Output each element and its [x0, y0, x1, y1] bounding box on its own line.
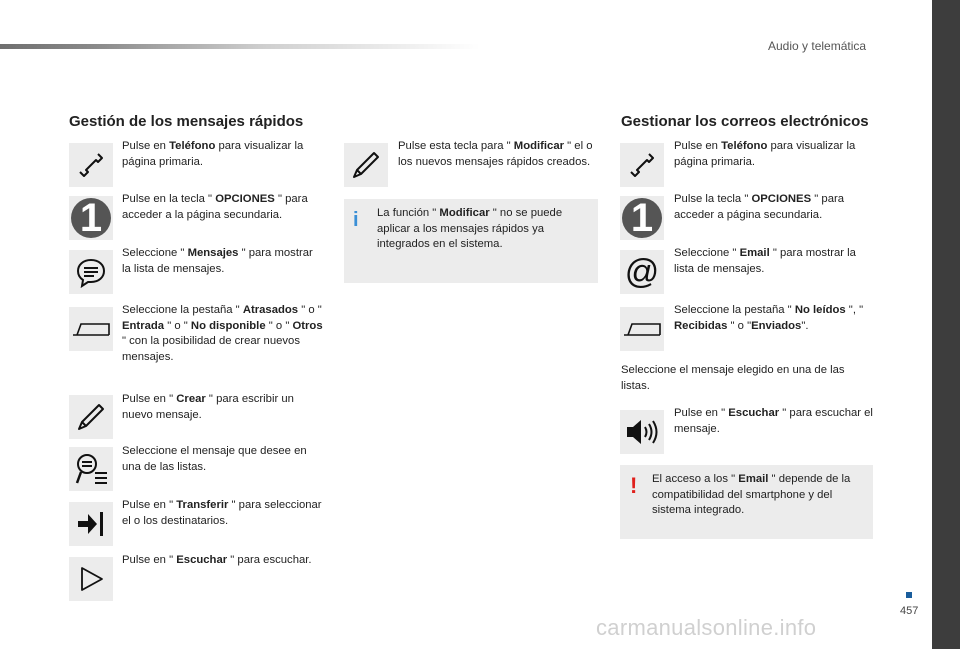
page-number: 457 — [900, 605, 919, 617]
warning-note-text: El acceso a los " Email " depende de la compatibilidad del smartphone y del sistema integrado. — [652, 473, 851, 516]
left-step-8-text: Pulse en " Escuchar " para escuchar. — [122, 554, 312, 566]
transfer-icon — [69, 502, 113, 546]
message-list-icon — [69, 250, 113, 294]
right-listen-text: Pulse en " Escuchar " para escuchar el mensaje. — [674, 407, 873, 435]
number-one-icon-box — [620, 196, 664, 240]
number-one-icon: 1 — [622, 198, 662, 238]
warning-note — [620, 465, 873, 539]
tab-icon — [69, 307, 113, 351]
page-edge-tab — [932, 0, 960, 649]
warning-icon: ! — [630, 473, 638, 498]
left-step-4-text: Seleccione la pestaña " Atrasados " o " Entrada " o " No disponible " o " Otros " con la posibilidad de crear nuevos mensajes. — [122, 304, 323, 363]
pencil-icon — [344, 143, 388, 187]
email-at-icon: @ — [620, 250, 664, 294]
info-icon: i — [353, 209, 359, 231]
middle-step-text: Pulse esta tecla para " Modificar " el o los nuevos mensajes rápidos creados. — [398, 140, 593, 168]
right-step-4-text: Seleccione la pestaña " No leídos ", " Recibidas " o "Enviados". — [674, 304, 864, 332]
phone-icon — [69, 143, 113, 187]
info-note — [344, 199, 598, 283]
info-note-text: La función " Modificar " no se puede aplicar a los mensajes rápidos ya integrados en el sistema. — [377, 207, 563, 250]
right-heading: Gestionar los correos electrónicos — [621, 113, 869, 130]
section-title: Audio y telemática — [768, 39, 867, 53]
tab-icon — [620, 307, 664, 351]
header-gradient-bar — [0, 44, 480, 49]
play-icon — [69, 557, 113, 601]
phone-icon — [620, 143, 664, 187]
left-step-3-text: Seleccione " Mensajes " para mostrar la lista de mensajes. — [122, 247, 313, 275]
number-one-icon: 1 — [71, 198, 111, 238]
left-step-7-text: Pulse en " Transferir " para seleccionar el o los destinatarios. — [122, 499, 322, 527]
select-message-icon — [69, 447, 113, 491]
watermark: carmanualsonline.info — [596, 615, 817, 640]
page-marker — [906, 592, 912, 598]
left-step-5-text: Pulse en " Crear " para escribir un nuevo mensaje. — [122, 393, 294, 421]
left-step-1-text: Pulse en Teléfono para visualizar la página primaria. — [122, 140, 304, 168]
left-step-2-text: Pulse en la tecla " OPCIONES " para acceder a la página secundaria. — [122, 193, 308, 221]
pencil-icon — [69, 395, 113, 439]
speaker-icon — [620, 410, 664, 454]
right-step-1-text: Pulse en Teléfono para visualizar la página primaria. — [674, 140, 856, 168]
right-step-3-text: Seleccione " Email " para mostrar la lista de mensajes. — [674, 247, 856, 275]
right-step-2-text: Pulse la tecla " OPCIONES " para acceder a página secundaria. — [674, 193, 845, 221]
number-one-icon-box — [69, 196, 113, 240]
right-plain-text: Seleccione el mensaje elegido en una de las listas. — [621, 364, 845, 392]
left-step-6-text: Seleccione el mensaje que desee en una de las listas. — [122, 445, 307, 473]
left-heading: Gestión de los mensajes rápidos — [69, 113, 304, 130]
